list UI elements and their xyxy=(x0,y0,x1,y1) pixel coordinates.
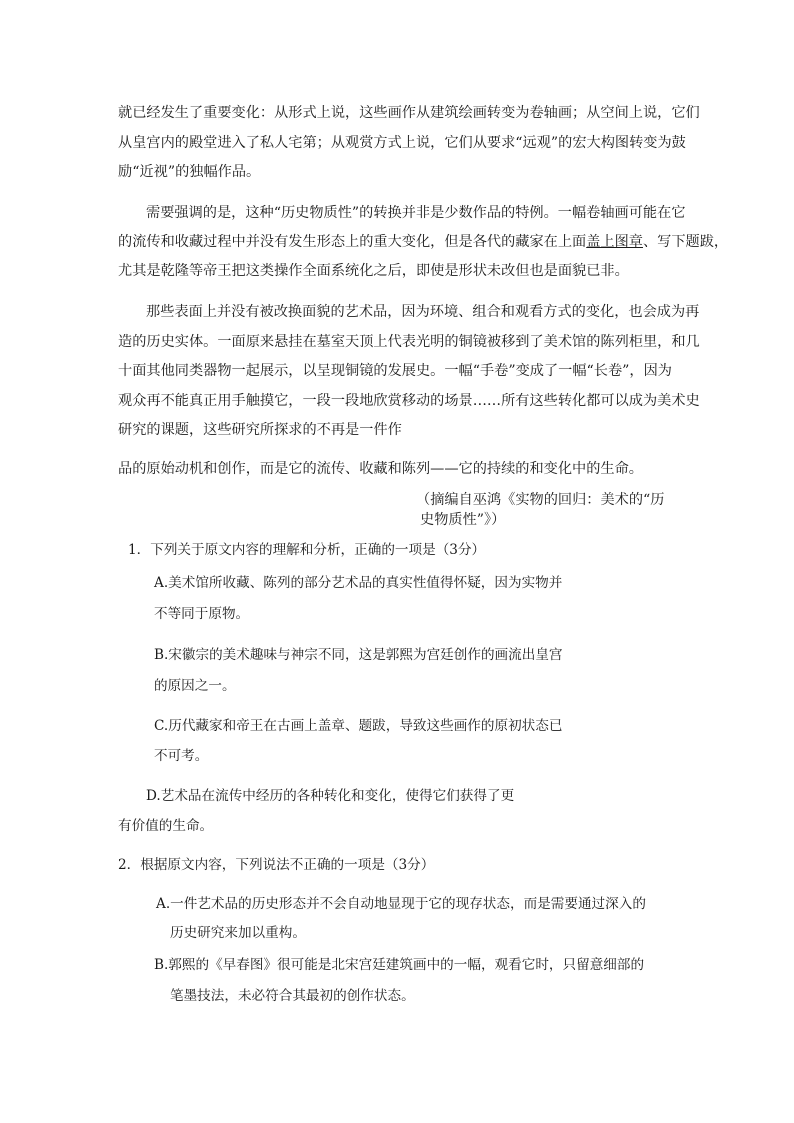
q1-option-c-line-2: 不可考。 xyxy=(154,748,209,764)
q1-option-b-line-1: B.宋徽宗的美术趣味与神宗不同，这是郭熙为宫廷创作的画流出皇宫 xyxy=(154,647,563,663)
q2-option-b-line-2: 笔墨技法，未必符合其最初的创作状态。 xyxy=(170,988,415,1004)
p3-line-1: 那些表面上并没有被改换面貌的艺术品，因为环境、组合和观看方式的变化，也会成为再 xyxy=(146,304,700,320)
p1-line-1: 就已经发生了重要变化：从形式上说，这些画作从建筑绘画转变为卷轴画；从空间上说，它们 xyxy=(118,105,700,121)
p2-line-2 xyxy=(118,232,728,252)
p2-line-3: 尤其是乾隆等帝王把这类操作全面系统化之后，即使是形状未改但也是面貌已非。 xyxy=(118,263,629,279)
q1-stem: 1．下列关于原文内容的理解和分析，正确的一项是（3分） xyxy=(128,542,486,558)
p2-line-2-after: 、写下题跋， xyxy=(642,234,729,250)
q1-option-d-line-1: D.艺术品在流传中经历的各种转化和变化，使得它们获得了更 xyxy=(146,788,515,804)
p2-underlined-text: 盖上图章 xyxy=(586,234,643,250)
q1-option-d-line-2: 有价值的生命。 xyxy=(118,818,214,834)
p3-line-2: 造的历史实体。一面原来悬挂在墓室天顶上代表光明的铜镜被移到了美术馆的陈列柜里，和几 xyxy=(118,334,700,350)
p3-line-5: 研究的课题，这些研究所探求的不再是一件作 xyxy=(118,422,402,438)
q1-option-a-line-2: 不等同于原物。 xyxy=(154,606,250,622)
source-line-1: （摘编自巫鸿《实物的回归：美术的“历 xyxy=(416,492,665,508)
p2-line-1: 需要强调的是，这种“历史物质性”的转换并非是少数作品的特例。一幅卷轴画可能在它 xyxy=(146,205,686,221)
q2-option-a-line-2: 历史研究来加以重构。 xyxy=(170,925,306,941)
p3-line-4: 观众再不能真正用手触摸它，一段一段地欣赏移动的场景……所有这些转化都可以成为美术史 xyxy=(118,393,700,409)
q2-option-a-line-1: A.一件艺术品的历史形态并不会自动地显现于它的现存状态，而是需要通过深入的 xyxy=(156,896,646,912)
q1-option-a-line-1: A.美术馆所收藏、陈列的部分艺术品的真实性值得怀疑，因为实物并 xyxy=(154,575,563,591)
p1-line-3: 励“近视”的独幅作品。 xyxy=(118,164,261,180)
q2-stem: 2．根据原文内容，下列说法不正确的一项是（3分） xyxy=(118,857,435,873)
source-line-2: 史物质性”》） xyxy=(420,512,506,528)
p2-line-2-before: 的流传和收藏过程中并没有发生形态上的重大变化，但是各代的藏家在上面 xyxy=(118,234,587,250)
p3-line-3: 十面其他同类器物一起展示，以呈现铜镜的发展史。一幅“手卷”变成了一幅“长卷”，因为 xyxy=(118,363,672,379)
p1-line-2: 从皇宫内的殿堂进入了私人宅第；从观赏方式上说，它们从要求“远观”的宏大构图转变为鼓 xyxy=(118,135,686,151)
p3-line-6: 品的原始动机和创作，而是它的流传、收藏和陈列——它的持续的和变化中的生命。 xyxy=(118,461,643,477)
q1-option-b-line-2: 的原因之一。 xyxy=(154,678,236,694)
q2-option-b-line-1: B.郭熙的《早春图》很可能是北宋宫廷建筑画中的一幅，观看它时，只留意细部的 xyxy=(154,957,645,973)
q1-option-c-line-1: C.历代藏家和帝王在古画上盖章、题跋，导致这些画作的原初状态已 xyxy=(154,718,563,734)
